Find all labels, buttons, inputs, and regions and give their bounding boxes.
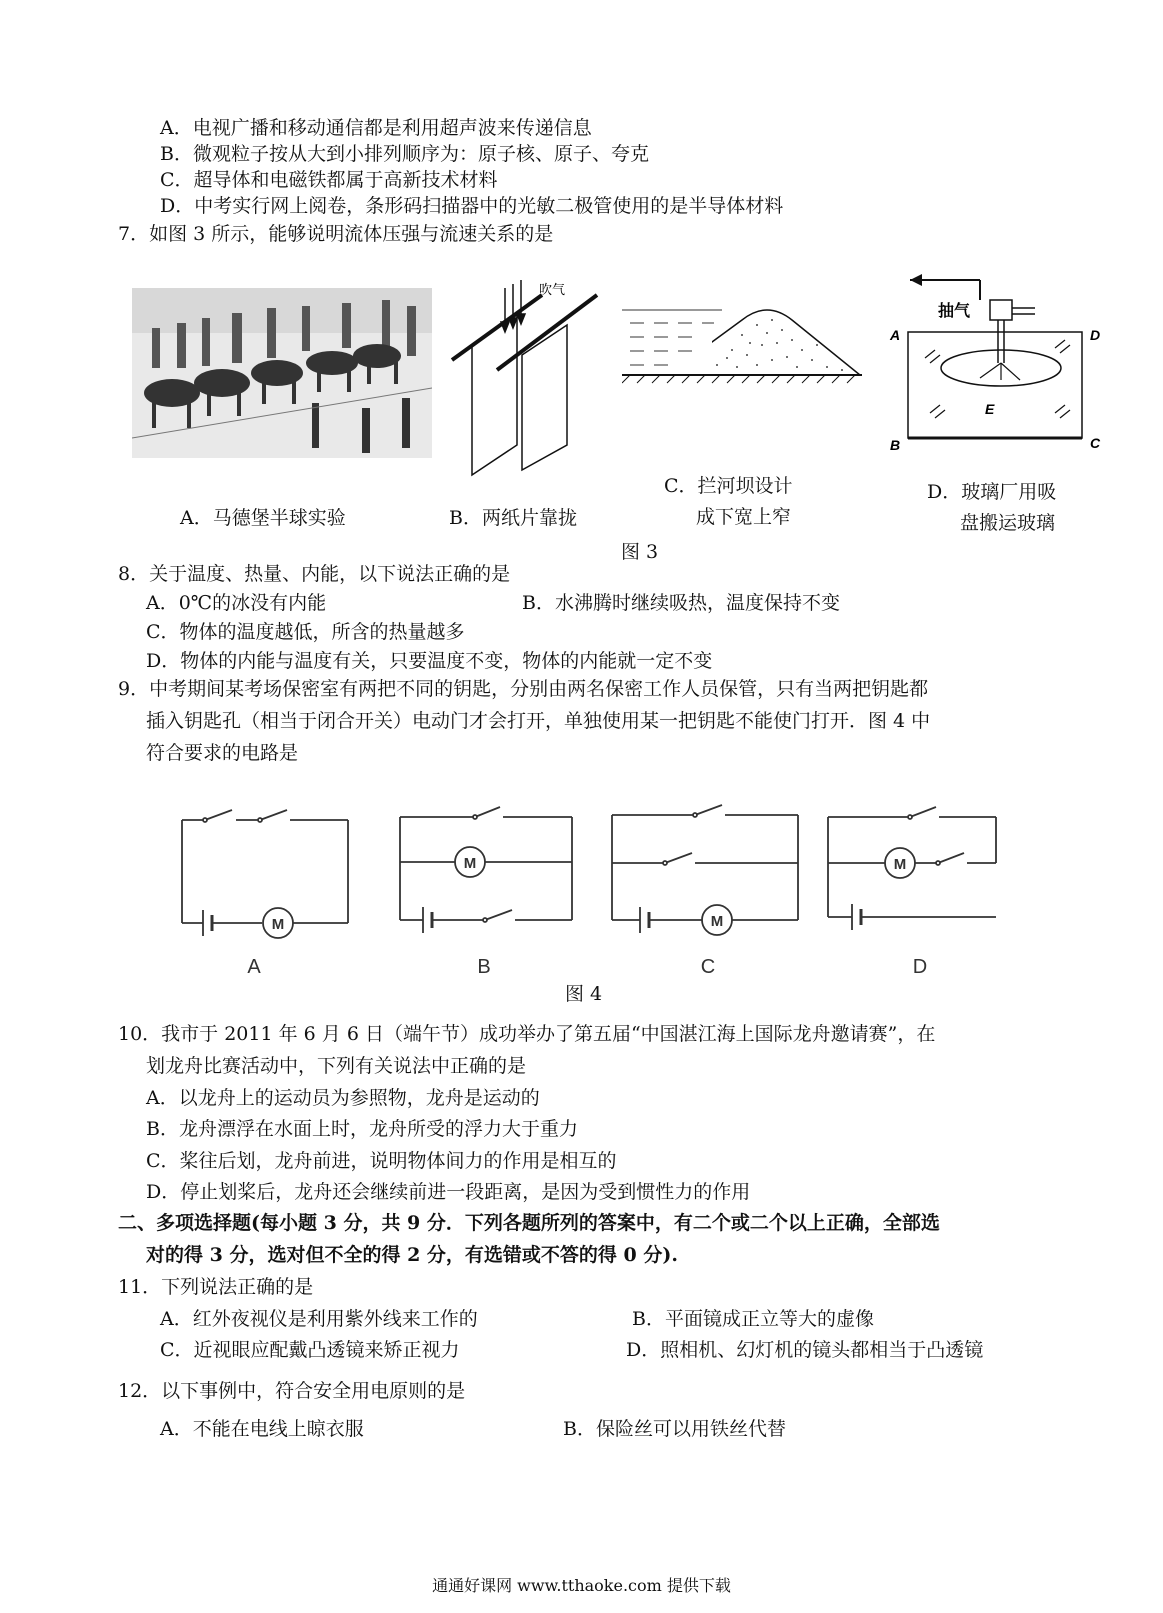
- circuit-b: [400, 807, 572, 933]
- fig3-caption-c-line1: C．拦河坝设计: [664, 475, 793, 497]
- circuit-c-label: C: [700, 956, 716, 978]
- motor-d-label: M: [893, 856, 907, 873]
- page-footer: 通通好课网 www.tthaoke.com 提供下载: [432, 1576, 731, 1595]
- q11-stem: 11．下列说法正确的是: [118, 1276, 314, 1298]
- circuit-a-label: A: [247, 956, 261, 978]
- q10-option-c: C．桨往后划，龙舟前进，说明物体间力的作用是相互的: [146, 1150, 617, 1172]
- q8-option-c: C．物体的温度越低，所含的热量越多: [146, 621, 465, 643]
- magdeburg-illustration: [132, 288, 432, 458]
- fig4-label: 图 4: [565, 983, 603, 1005]
- q9-line3: 符合要求的电路是: [146, 742, 299, 764]
- paper-sheets-diagram: [447, 270, 607, 480]
- circuit-d-label: D: [912, 956, 928, 978]
- section2-heading-line1: 二、多项选择题(每小题 3 分，共 9 分．下列各题所列的答案中，有二个或二个以上正确，全部选: [118, 1212, 940, 1234]
- corner-c-label: C: [1090, 435, 1101, 451]
- q12-stem: 12．以下事例中，符合安全用电原则的是: [118, 1380, 466, 1402]
- circuit-a: [182, 810, 348, 938]
- suction-glass-diagram: [880, 268, 1110, 458]
- q6-option-b: B．微观粒子按从大到小排列顺序为：原子核、原子、夸克: [160, 143, 649, 165]
- circuit-d: [828, 807, 996, 930]
- q10-line2: 划龙舟比赛活动中，下列有关说法中正确的是: [146, 1055, 527, 1077]
- q8-option-d: D．物体的内能与温度有关，只要温度不变，物体的内能就一定不变: [146, 650, 713, 672]
- q11-option-b: B．平面镜成正立等大的虚像: [632, 1308, 874, 1330]
- q8-option-b: B．水沸腾时继续吸热，温度保持不变: [522, 592, 840, 614]
- motor-b-label: M: [463, 855, 477, 872]
- q10-option-b: B．龙舟漂浮在水面上时，龙舟所受的浮力大于重力: [146, 1118, 578, 1140]
- corner-a-label: A: [890, 327, 901, 343]
- q6-option-d: D．中考实行网上阅卷，条形码扫描器中的光敏二极管使用的是半导体材料: [160, 195, 784, 217]
- corner-e-label: E: [985, 401, 995, 417]
- q6-option-c: C．超导体和电磁铁都属于高新技术材料: [160, 169, 498, 191]
- circuit-c: [612, 805, 798, 935]
- fig3-caption-c-line2: 成下宽上窄: [696, 506, 792, 528]
- q9-line2: 插入钥匙孔（相当于闭合开关）电动门才会打开，单独使用某一把钥匙不能使门打开．图 4 中: [146, 710, 931, 732]
- dam-diagram: [622, 295, 867, 395]
- q11-option-d: D．照相机、幻灯机的镜头都相当于凸透镜: [626, 1339, 984, 1361]
- q10-line1: 10．我市于 2011 年 6 月 6 日（端午节）成功举办了第五届“中国湛江海上国际龙舟邀请赛”，在: [118, 1023, 936, 1045]
- section2-heading-line2: 对的得 3 分，选对但不全的得 2 分，有选错或不答的得 0 分).: [146, 1244, 678, 1266]
- q10-option-a: A．以龙舟上的运动员为参照物，龙舟是运动的: [146, 1087, 540, 1109]
- fig3-caption-d-line2: 盘搬运玻璃: [960, 512, 1056, 534]
- q8-option-a: A．0℃的冰没有内能: [146, 592, 327, 614]
- q12-option-a: A．不能在电线上晾衣服: [160, 1418, 364, 1440]
- circuit-diagrams: [170, 795, 1020, 985]
- motor-c-label: M: [710, 913, 724, 930]
- q8-stem: 8．关于温度、热量、内能，以下说法正确的是: [118, 563, 511, 585]
- q12-option-b: B．保险丝可以用铁丝代替: [563, 1418, 786, 1440]
- fig3-caption-b: B．两纸片靠拢: [449, 507, 577, 529]
- pump-label: 抽气: [938, 303, 971, 320]
- motor-a-label: M: [271, 916, 285, 933]
- q7-stem: 7．如图 3 所示，能够说明流体压强与流速关系的是: [118, 223, 554, 245]
- blow-label: 吹气: [539, 282, 566, 297]
- fig3-caption-a: A．马德堡半球实验: [180, 507, 346, 529]
- q9-line1: 9．中考期间某考场保密室有两把不同的钥匙，分别由两名保密工作人员保管，只有当两把钥匙都: [118, 678, 929, 700]
- q10-option-d: D．停止划桨后，龙舟还会继续前进一段距离，是因为受到惯性力的作用: [146, 1181, 751, 1203]
- q11-option-c: C．近视眼应配戴凸透镜来矫正视力: [160, 1339, 460, 1361]
- corner-b-label: B: [890, 437, 901, 453]
- q6-option-a: A．电视广播和移动通信都是利用超声波来传递信息: [160, 117, 592, 139]
- fig3-caption-d-line1: D．玻璃厂用吸: [927, 481, 1057, 503]
- circuit-b-label: B: [477, 956, 491, 978]
- fig3-label: 图 3: [621, 541, 659, 563]
- corner-d-label: D: [1090, 327, 1101, 343]
- q11-option-a: A．红外夜视仪是利用紫外线来工作的: [160, 1308, 478, 1330]
